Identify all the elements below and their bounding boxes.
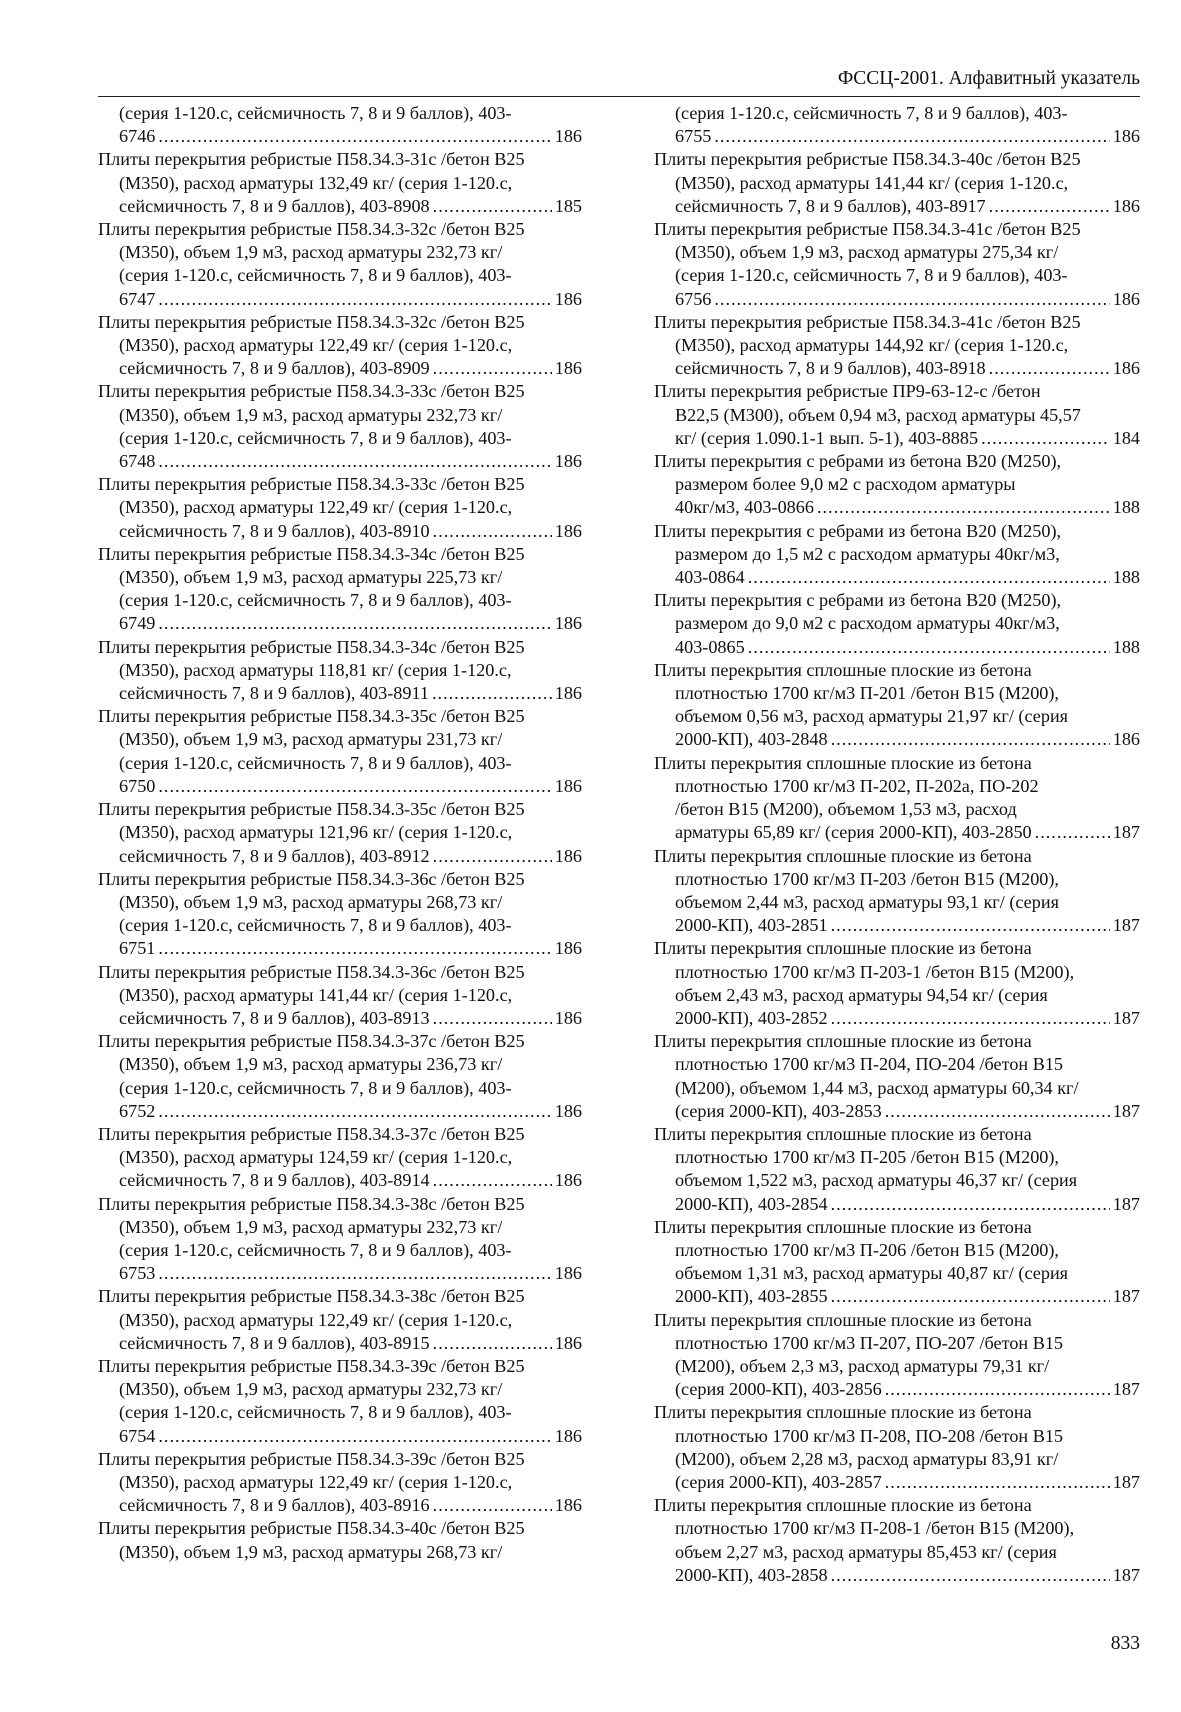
entry-page-ref: 186: [554, 451, 582, 472]
index-entry: [98, 311, 582, 381]
entry-line: [98, 682, 582, 705]
entry-text: сейсмичность 7, 8 и 9 баллов), 403-8908: [119, 195, 430, 216]
index-entry: [654, 148, 1140, 218]
index-entry: [98, 868, 582, 961]
entry-text: сейсмичность 7, 8 и 9 баллов), 403-8910: [119, 520, 430, 541]
index-entry: [654, 218, 1140, 311]
entry-line: размером до 9,0 м2 с расходом арматуры 40кг/м3,: [675, 613, 1060, 634]
entry-line: [654, 1193, 1140, 1216]
leader-dots: [433, 520, 552, 543]
entry-page-ref: 186: [554, 938, 582, 959]
entry-line: [98, 1262, 582, 1285]
entry-text: 6756: [675, 288, 712, 309]
entry-line: Плиты перекрытия ребристые П58.34.3-31с /бетон В25: [98, 149, 525, 170]
entry-line: [654, 566, 1140, 589]
entry-line: Плиты перекрытия сплошные плоские из бетона: [654, 1216, 1032, 1237]
entry-line: Плиты перекрытия сплошные плоские из бетона: [654, 845, 1032, 866]
entry-line: [654, 1378, 1140, 1401]
entry-line: плотностью 1700 кг/м3 П-207, ПО-207 /бетон В15: [675, 1332, 1064, 1353]
entry-line: Плиты перекрытия ребристые П58.34.3-39с /бетон В25: [98, 1355, 525, 1376]
entry-line: [98, 1169, 582, 1192]
entry-line: (М350), расход арматуры 121,96 кг/ (серия 1-120.с,: [119, 822, 513, 843]
entry-line: [98, 357, 582, 380]
entry-line: объемом 0,56 м3, расход арматуры 21,97 кг/ (серия: [675, 706, 1069, 727]
leader-dots: [989, 357, 1110, 380]
entry-line: (М350), расход арматуры 132,49 кг/ (серия 1-120.с,: [119, 172, 513, 193]
entry-line: (серия 1-120.с, сейсмичность 7, 8 и 9 баллов), 403-: [119, 752, 512, 773]
entry-line: В22,5 (М300), объем 0,94 м3, расход арматуры 45,57: [675, 404, 1081, 425]
entry-line: объемом 1,522 м3, расход арматуры 46,37 кг/ (серия: [675, 1170, 1078, 1191]
entry-line: Плиты перекрытия ребристые П58.34.3-38с /бетон В25: [98, 1286, 525, 1307]
entry-line: (М350), объем 1,9 м3, расход арматуры 268,73 кг/: [119, 1541, 503, 1562]
entry-text: 40кг/м3, 403-0866: [675, 497, 814, 518]
entry-line: (М350), расход арматуры 118,81 кг/ (серия 1-120.с,: [119, 659, 512, 680]
entry-line: (М350), объем 1,9 м3, расход арматуры 232,73 кг/: [119, 404, 503, 425]
entry-text: 6752: [119, 1100, 156, 1121]
entry-line: Плиты перекрытия сплошные плоские из бетона: [654, 1123, 1032, 1144]
entry-line: [98, 1007, 582, 1030]
entry-text: (серия 2000-КП), 403-2856: [675, 1379, 882, 1400]
entry-line: [98, 125, 582, 148]
entry-line: плотностью 1700 кг/м3 П-204, ПО-204 /бетон В15: [675, 1054, 1064, 1075]
entry-line: [654, 357, 1140, 380]
entry-page-ref: 186: [554, 288, 582, 309]
entry-line: объемом 1,31 м3, расход арматуры 40,87 кг/ (серия: [675, 1263, 1069, 1284]
entry-line: [98, 612, 582, 635]
entry-line: [98, 1425, 582, 1448]
entry-line: Плиты перекрытия ребристые П58.34.3-35с /бетон В25: [98, 706, 525, 727]
entry-text: сейсмичность 7, 8 и 9 баллов), 403-8911: [119, 683, 429, 704]
entry-line: [654, 914, 1140, 937]
entry-page-ref: 186: [554, 845, 582, 866]
entry-line: Плиты перекрытия ребристые П58.34.3-41с /бетон В25: [654, 219, 1081, 240]
entry-line: Плиты перекрытия ребристые П58.34.3-34с /бетон В25: [98, 543, 525, 564]
entry-line: (серия 1-120.с, сейсмичность 7, 8 и 9 баллов), 403-: [119, 103, 512, 123]
entry-text: 403-0865: [675, 636, 745, 657]
entry-page-ref: 186: [554, 1332, 582, 1353]
entry-line: (М200), объем 2,3 м3, расход арматуры 79,31 кг/: [675, 1355, 1050, 1376]
index-entry: [98, 473, 582, 543]
index-entry: [98, 218, 582, 311]
index-entry: [654, 589, 1140, 659]
index-entry: [98, 102, 582, 148]
entry-line: [654, 496, 1140, 519]
index-entry: [654, 752, 1140, 845]
entry-line: (М350), расход арматуры 144,92 кг/ (серия 1-120.с,: [675, 335, 1069, 356]
entry-page-ref: 186: [554, 358, 582, 379]
index-entry: [654, 1309, 1140, 1402]
entry-page-ref: 187: [1112, 1286, 1140, 1307]
entry-line: Плиты перекрытия ребристые П58.34.3-33с /бетон В25: [98, 381, 525, 402]
entry-text: 2000-КП), 403-2848: [675, 729, 828, 750]
entry-line: Плиты перекрытия сплошные плоские из бетона: [654, 938, 1032, 959]
entry-line: Плиты перекрытия сплошные плоские из бетона: [654, 1495, 1032, 1516]
entry-line: (серия 1-120.с, сейсмичность 7, 8 и 9 баллов), 403-: [119, 590, 512, 611]
index-entry: [98, 543, 582, 636]
entry-line: [654, 821, 1140, 844]
left-column: [98, 102, 582, 1564]
entry-page-ref: 186: [1112, 195, 1140, 216]
leader-dots: [433, 1169, 552, 1192]
entry-line: [98, 1494, 582, 1517]
leader-dots: [831, 728, 1110, 751]
leader-dots: [1035, 821, 1110, 844]
entry-text: (серия 2000-КП), 403-2853: [675, 1100, 882, 1121]
leader-dots: [158, 612, 551, 635]
entry-line: Плиты перекрытия ребристые П58.34.3-40с /бетон В25: [98, 1518, 525, 1539]
entry-line: (серия 1-120.с, сейсмичность 7, 8 и 9 баллов), 403-: [675, 103, 1068, 123]
entry-page-ref: 187: [1112, 1564, 1140, 1585]
leader-dots: [817, 496, 1110, 519]
entry-line: (М350), объем 1,9 м3, расход арматуры 268,73 кг/: [119, 891, 503, 912]
entry-line: Плиты перекрытия ребристые П58.34.3-41с /бетон В25: [654, 311, 1081, 332]
entry-text: 6753: [119, 1263, 156, 1284]
entry-text: сейсмичность 7, 8 и 9 баллов), 403-8917: [675, 195, 986, 216]
entry-line: размером до 1,5 м2 с расходом арматуры 40кг/м3,: [675, 543, 1060, 564]
entry-line: (М350), объем 1,9 м3, расход арматуры 231,73 кг/: [119, 729, 503, 750]
entry-line: (М350), объем 1,9 м3, расход арматуры 232,73 кг/: [119, 1216, 503, 1237]
entry-page-ref: 188: [1112, 636, 1140, 657]
index-entry: [98, 798, 582, 868]
leader-dots: [433, 1007, 552, 1030]
entry-line: [654, 636, 1140, 659]
entry-page-ref: 187: [1112, 1007, 1140, 1028]
entry-page-ref: 186: [554, 683, 582, 704]
entry-text: сейсмичность 7, 8 и 9 баллов), 403-8914: [119, 1170, 430, 1191]
entry-line: Плиты перекрытия ребристые П58.34.3-38с /бетон В25: [98, 1193, 525, 1214]
entry-page-ref: 186: [554, 1100, 582, 1121]
entry-page-ref: 187: [1112, 822, 1140, 843]
leader-dots: [885, 1378, 1110, 1401]
index-entry: [654, 311, 1140, 381]
entry-line: [98, 520, 582, 543]
index-entry: [654, 450, 1140, 520]
entry-line: Плиты перекрытия сплошные плоские из бетона: [654, 752, 1032, 773]
index-entry: [654, 1123, 1140, 1216]
entry-line: [654, 288, 1140, 311]
index-entry: [98, 1123, 582, 1193]
entry-line: [98, 937, 582, 960]
index-entry: [98, 636, 582, 706]
entry-text: сейсмичность 7, 8 и 9 баллов), 403-8912: [119, 845, 430, 866]
header-title: ФССЦ-2001. Алфавитный указатель: [837, 68, 1140, 89]
entry-text: сейсмичность 7, 8 и 9 баллов), 403-8909: [119, 358, 430, 379]
index-entry: [98, 1285, 582, 1355]
entry-page-ref: 186: [554, 520, 582, 541]
entry-line: (М200), объем 2,28 м3, расход арматуры 83,91 кг/: [675, 1448, 1059, 1469]
leader-dots: [433, 845, 552, 868]
entry-text: (серия 2000-КП), 403-2857: [675, 1471, 882, 1492]
entry-line: [654, 1471, 1140, 1494]
entry-line: (М350), объем 1,9 м3, расход арматуры 236,73 кг/: [119, 1054, 503, 1075]
entry-line: плотностью 1700 кг/м3 П-208-1 /бетон В15 (М200),: [675, 1518, 1075, 1539]
leader-dots: [433, 357, 552, 380]
entry-page-ref: 186: [554, 1263, 582, 1284]
entry-line: Плиты перекрытия ребристые ПР9-63-12-с /бетон: [654, 381, 1041, 402]
leader-dots: [748, 566, 1110, 589]
entry-line: (серия 1-120.с, сейсмичность 7, 8 и 9 баллов), 403-: [119, 915, 512, 936]
index-entry: [98, 1030, 582, 1123]
entry-page-ref: 186: [554, 1007, 582, 1028]
entry-line: [654, 195, 1140, 218]
entry-page-ref: 186: [554, 1170, 582, 1191]
entry-line: (М350), объем 1,9 м3, расход арматуры 225,73 кг/: [119, 567, 503, 588]
running-header: [98, 62, 1140, 97]
entry-line: плотностью 1700 кг/м3 П-203 /бетон В15 (М200),: [675, 868, 1059, 889]
leader-dots: [158, 288, 551, 311]
entry-page-ref: 186: [1112, 358, 1140, 379]
entry-page-ref: 186: [1112, 126, 1140, 147]
entry-line: Плиты перекрытия ребристые П58.34.3-37с /бетон В25: [98, 1123, 525, 1144]
entry-text: 6750: [119, 775, 156, 796]
leader-dots: [432, 682, 552, 705]
index-entry: [98, 380, 582, 473]
index-entry: [654, 659, 1140, 752]
entry-line: Плиты перекрытия ребристые П58.34.3-35с /бетон В25: [98, 799, 525, 820]
entry-line: плотностью 1700 кг/м3 П-205 /бетон В15 (М200),: [675, 1147, 1059, 1168]
entry-line: Плиты перекрытия ребристые П58.34.3-40с /бетон В25: [654, 149, 1081, 170]
index-entry: [98, 1517, 582, 1563]
entry-line: Плиты перекрытия ребристые П58.34.3-33с /бетон В25: [98, 474, 525, 495]
leader-dots: [158, 1425, 551, 1448]
entry-line: плотностью 1700 кг/м3 П-202, П-202а, ПО-202: [675, 775, 1039, 796]
index-entry: [654, 520, 1140, 590]
leader-dots: [831, 1564, 1110, 1587]
entry-line: Плиты перекрытия с ребрами из бетона В20 (М250),: [654, 590, 1062, 611]
leader-dots: [158, 1100, 551, 1123]
index-entry: [654, 102, 1140, 148]
entry-page-ref: 186: [554, 126, 582, 147]
entry-line: [654, 1007, 1140, 1030]
entry-line: Плиты перекрытия ребристые П58.34.3-36с /бетон В25: [98, 868, 525, 889]
entry-line: (М350), расход арматуры 122,49 кг/ (серия 1-120.с,: [119, 1309, 513, 1330]
entry-line: Плиты перекрытия ребристые П58.34.3-39с /бетон В25: [98, 1448, 525, 1469]
leader-dots: [885, 1100, 1110, 1123]
index-entry: [654, 380, 1140, 450]
entry-page-ref: 186: [554, 1495, 582, 1516]
entry-text: сейсмичность 7, 8 и 9 баллов), 403-8918: [675, 358, 986, 379]
leader-dots: [981, 427, 1110, 450]
index-entry: [98, 148, 582, 218]
entry-line: (М350), объем 1,9 м3, расход арматуры 232,73 кг/: [119, 1379, 503, 1400]
entry-line: /бетон В15 (М200), объемом 1,53 м3, расход: [675, 799, 1017, 820]
entry-text: кг/ (серия 1.090.1-1 вып. 5-1), 403-8885: [675, 427, 979, 448]
entry-page-ref: 187: [1112, 915, 1140, 936]
entry-line: Плиты перекрытия сплошные плоские из бетона: [654, 659, 1032, 680]
entry-line: [98, 1100, 582, 1123]
entry-text: 6749: [119, 613, 156, 634]
entry-page-ref: 188: [1112, 497, 1140, 518]
leader-dots: [433, 195, 552, 218]
entry-line: плотностью 1700 кг/м3 П-201 /бетон В15 (М200),: [675, 683, 1059, 704]
index-entry: [654, 1494, 1140, 1587]
leader-dots: [989, 195, 1110, 218]
entry-text: сейсмичность 7, 8 и 9 баллов), 403-8916: [119, 1495, 430, 1516]
entry-line: Плиты перекрытия с ребрами из бетона В20 (М250),: [654, 520, 1062, 541]
entry-line: (М200), объемом 1,44 м3, расход арматуры 60,34 кг/: [675, 1077, 1079, 1098]
entry-line: [654, 1285, 1140, 1308]
entry-text: 6755: [675, 126, 712, 147]
entry-line: (М350), расход арматуры 122,49 кг/ (серия 1-120.с,: [119, 497, 513, 518]
entry-line: (М350), объем 1,9 м3, расход арматуры 232,73 кг/: [119, 242, 503, 263]
entry-line: [654, 125, 1140, 148]
entry-line: Плиты перекрытия ребристые П58.34.3-32с /бетон В25: [98, 311, 525, 332]
entry-line: Плиты перекрытия ребристые П58.34.3-34с /бетон В25: [98, 636, 525, 657]
entry-line: (серия 1-120.с, сейсмичность 7, 8 и 9 баллов), 403-: [119, 1077, 512, 1098]
entry-line: плотностью 1700 кг/м3 П-206 /бетон В15 (М200),: [675, 1239, 1059, 1260]
entry-line: (М350), расход арматуры 141,44 кг/ (серия 1-120.с,: [119, 984, 513, 1005]
entry-line: Плиты перекрытия сплошные плоские из бетона: [654, 1402, 1032, 1423]
leader-dots: [831, 1285, 1110, 1308]
entry-line: (М350), расход арматуры 141,44 кг/ (серия 1-120.с,: [675, 172, 1069, 193]
entry-text: 6754: [119, 1425, 156, 1446]
entry-line: Плиты перекрытия с ребрами из бетона В20 (М250),: [654, 451, 1062, 472]
leader-dots: [433, 1494, 552, 1517]
leader-dots: [831, 1007, 1110, 1030]
leader-dots: [158, 450, 551, 473]
leader-dots: [714, 125, 1109, 148]
entry-line: [654, 1564, 1140, 1587]
leader-dots: [714, 288, 1109, 311]
entry-line: (серия 1-120.с, сейсмичность 7, 8 и 9 баллов), 403-: [119, 427, 512, 448]
entry-line: (серия 1-120.с, сейсмичность 7, 8 и 9 баллов), 403-: [119, 265, 512, 286]
leader-dots: [831, 1193, 1110, 1216]
entry-page-ref: 187: [1112, 1193, 1140, 1214]
entry-text: 6746: [119, 126, 156, 147]
entry-line: [654, 1100, 1140, 1123]
entry-line: (серия 1-120.с, сейсмичность 7, 8 и 9 баллов), 403-: [119, 1239, 512, 1260]
entry-line: размером более 9,0 м2 с расходом арматуры: [675, 474, 1016, 495]
entry-page-ref: 188: [1112, 567, 1140, 588]
entry-line: [654, 427, 1140, 450]
entry-line: [98, 195, 582, 218]
entry-line: плотностью 1700 кг/м3 П-208, ПО-208 /бетон В15: [675, 1425, 1064, 1446]
entry-page-ref: 184: [1112, 427, 1140, 448]
entry-text: 2000-КП), 403-2852: [675, 1007, 828, 1028]
leader-dots: [158, 775, 551, 798]
entry-line: [98, 845, 582, 868]
entry-page-ref: 186: [1112, 729, 1140, 750]
index-entry: [98, 961, 582, 1031]
index-entry: [654, 845, 1140, 938]
entry-text: 2000-КП), 403-2858: [675, 1564, 828, 1585]
leader-dots: [158, 937, 551, 960]
entry-text: 6747: [119, 288, 156, 309]
entry-page-ref: 186: [554, 1425, 582, 1446]
entry-line: [98, 450, 582, 473]
entry-page-ref: 187: [1112, 1471, 1140, 1492]
entry-page-ref: 186: [1112, 288, 1140, 309]
entry-line: плотностью 1700 кг/м3 П-203-1 /бетон В15 (М200),: [675, 961, 1075, 982]
entry-line: (М350), расход арматуры 124,59 кг/ (серия 1-120.с,: [119, 1147, 513, 1168]
entry-line: объем 2,27 м3, расход арматуры 85,453 кг/ (серия: [675, 1541, 1057, 1562]
entry-line: (серия 1-120.с, сейсмичность 7, 8 и 9 баллов), 403-: [675, 265, 1068, 286]
index-entry: [98, 1193, 582, 1286]
entry-text: 2000-КП), 403-2851: [675, 915, 828, 936]
index-entry: [98, 1448, 582, 1518]
index-entry: [654, 1216, 1140, 1309]
entry-line: [98, 775, 582, 798]
index-entry: [654, 937, 1140, 1030]
entry-text: сейсмичность 7, 8 и 9 баллов), 403-8913: [119, 1007, 430, 1028]
entry-page-ref: 185: [554, 195, 582, 216]
leader-dots: [158, 1262, 551, 1285]
entry-line: [98, 288, 582, 311]
entry-line: объемом 2,44 м3, расход арматуры 93,1 кг/ (серия: [675, 891, 1059, 912]
entry-text: сейсмичность 7, 8 и 9 баллов), 403-8915: [119, 1332, 430, 1353]
entry-page-ref: 187: [1112, 1379, 1140, 1400]
entry-page-ref: 187: [1112, 1100, 1140, 1121]
entry-text: 6748: [119, 451, 156, 472]
entry-text: 2000-КП), 403-2854: [675, 1193, 828, 1214]
entry-text: арматуры 65,89 кг/ (серия 2000-КП), 403-2850: [675, 822, 1032, 843]
entry-line: Плиты перекрытия ребристые П58.34.3-36с /бетон В25: [98, 961, 525, 982]
leader-dots: [433, 1332, 552, 1355]
right-column: [654, 102, 1140, 1587]
entry-line: Плиты перекрытия сплошные плоские из бетона: [654, 1309, 1032, 1330]
leader-dots: [885, 1471, 1110, 1494]
entry-line: [98, 1332, 582, 1355]
index-entry: [98, 1355, 582, 1448]
entry-line: (М350), объем 1,9 м3, расход арматуры 275,34 кг/: [675, 242, 1059, 263]
page-number: 833: [1110, 1633, 1140, 1654]
entry-text: 6751: [119, 938, 156, 959]
entry-line: Плиты перекрытия ребристые П58.34.3-32с /бетон В25: [98, 219, 525, 240]
index-entry: [654, 1030, 1140, 1123]
index-entry: [98, 705, 582, 798]
entry-page-ref: 186: [554, 775, 582, 796]
entry-text: 403-0864: [675, 567, 745, 588]
index-entry: [654, 1401, 1140, 1494]
leader-dots: [748, 636, 1110, 659]
entry-line: Плиты перекрытия ребристые П58.34.3-37с /бетон В25: [98, 1031, 525, 1052]
entry-page-ref: 186: [554, 613, 582, 634]
entry-line: (серия 1-120.с, сейсмичность 7, 8 и 9 баллов), 403-: [119, 1402, 512, 1423]
leader-dots: [831, 914, 1110, 937]
entry-text: 2000-КП), 403-2855: [675, 1286, 828, 1307]
entry-line: [654, 728, 1140, 751]
leader-dots: [158, 125, 551, 148]
entry-line: объем 2,43 м3, расход арматуры 94,54 кг/ (серия: [675, 984, 1048, 1005]
entry-line: (М350), расход арматуры 122,49 кг/ (серия 1-120.с,: [119, 335, 513, 356]
entry-line: Плиты перекрытия сплошные плоские из бетона: [654, 1031, 1032, 1052]
entry-line: (М350), расход арматуры 122,49 кг/ (серия 1-120.с,: [119, 1471, 513, 1492]
